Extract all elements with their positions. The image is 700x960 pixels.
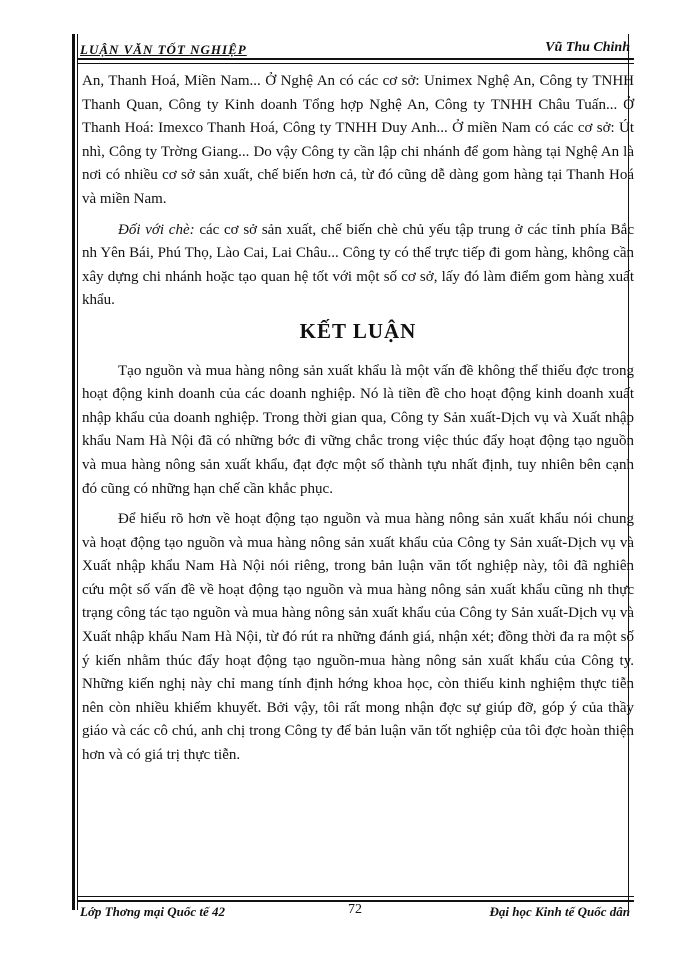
document-body: [82, 70, 634, 775]
footer-class: Lớp Thơng mại Quốc tế 42: [80, 904, 226, 919]
page-footer: [78, 902, 634, 924]
header-rule: [78, 58, 634, 64]
paragraph-conclusion-2: Để hiểu rõ hơn về hoạt động tạo nguồn và mua hàng nông sản xuất khẩu nói chung và hoạt động tạo nguồn và mua hàng nông sản xuất khẩu của Công ty Sản xuất-Dịch vụ và Xuất nhập khẩu Nam Hà Nội nói riêng, trong bản luận văn tốt nghiệp này, tôi đã nghiên cứu một số vấn đề về hoạt động tạo nguồn và mua hàng nông sản xuất khẩu cũng nh thực trạng công tác tạo nguồn và mua hàng nông sản xuất khẩu của Công ty Sản xuất-Dịch vụ và Xuất nhập khẩu Nam Hà Nội, từ đó rút ra những đánh giá, nhận xét; đồng thời đa ra một số ý kiến nhằm thúc đẩy hoạt động tạo nguồn-mua hàng nông sản xuất khẩu của Công ty. Những kiến nghị này chỉ mang tính định hớng khoa học, còn thiếu kinh nghiệm thực tiễn nên còn nhiều khiếm khuyết. Bởi vậy, tôi rất mong nhận đợc sự giúp đỡ, góp ý của thầy giáo và các cô chú, anh chị trong Công ty để bản luận văn tốt nghiệp của tôi đợc hoàn thiện hơn và có giá trị thực tiễn.: [82, 511, 634, 764]
footer-university: Đại học Kinh tế Quốc dân: [489, 904, 630, 919]
paragraph-tea-text: các cơ sở sản xuất, chế biến chè chủ yếu tập trung ở các tỉnh phía Bắc nh Yên Bái, Phú Thọ, Lào Cai, Lai Châu... Công ty có thể trực tiếp đi gom hàng, không cần xây dựng chi nhánh hoặc tạo quan hệ tốt với một số cơ sở, lấy đó làm điểm gom hàng xuất khẩu.: [82, 221, 634, 309]
page-number: 72: [348, 902, 362, 917]
header-thesis-label: LUẬN VĂN TỐT NGHIỆP: [80, 42, 247, 57]
paragraph-tea-lead: Đối với chè:: [118, 221, 195, 238]
section-title-conclusion: KẾT LUẬN: [299, 318, 417, 343]
paragraph-tea: [82, 219, 634, 313]
page-header: [78, 38, 634, 60]
paragraph-conclusion-1: Tạo nguồn và mua hàng nông sản xuất khẩu là một vấn đề không thể thiếu đợc trong hoạt động kinh doanh của các doanh nghiệp. Nó là tiền đề cho hoạt động kinh doanh xuất nhập khẩu của doanh nghiệp. Trong thời gian qua, Công ty Sản xuất-Dịch vụ và Xuất nhập khẩu Nam Hà Nội đã có những bớc đi vững chắc trong việc thúc đẩy hoạt động tạo nguồn và mua hàng nông sản xuất khẩu, đạt đợc một số thành tựu nhất định, tuy nhiên bên cạnh đó cũng có những hạn chế cần khắc phục.: [82, 362, 634, 497]
paragraph-continuation: An, Thanh Hoá, Miền Nam... Ở Nghệ An có các cơ sở: Unimex Nghệ An, Công ty TNHH Thanh Quan, Công ty Kinh doanh Tổng hợp Nghệ An, Công ty TNHH Châu Tuấn... Ở Thanh Hoá: Imexco Thanh Hoá, Công ty TNHH Duy Anh... Ở miền Nam có các cơ sở: Út nhì, Công ty Trờng Giang... Do vậy Công ty cần lập chi nhánh để gom hàng tại Nghệ An là nơi có nhiều cơ sở sản xuất, chế biến hơn cả, từ đó cũng dễ dàng gom hàng tại Thanh Hoá và miền Nam.: [82, 73, 634, 207]
page-border-left: [72, 34, 75, 910]
header-author: Vũ Thu Chinh: [545, 40, 630, 55]
